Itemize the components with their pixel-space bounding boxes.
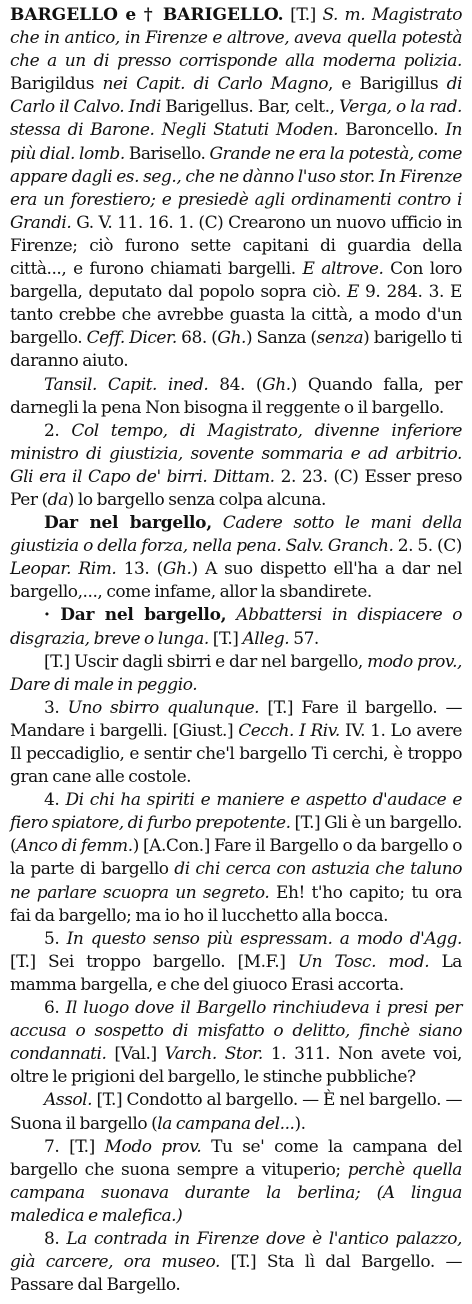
body-text: [T.] xyxy=(69,1136,105,1157)
body-text: [T.] Sta lì dal Bargello. — Passare dal Bargello. xyxy=(10,1252,463,1296)
entry-paragraph-p13 xyxy=(10,1228,462,1297)
entry-paragraph-p6 xyxy=(10,651,462,697)
italic-text: Abbattersi in dispiacere o disgrazia, breve o lunga. xyxy=(10,605,462,649)
italic-text: La contrada in Firenze dove è l'antico palazzo, già carcere, ora museo. xyxy=(10,1228,463,1273)
italic-text: perchè quella campana suonava durante la berlina; (A lingua maledica e malefica.) xyxy=(10,1159,462,1226)
entry-paragraph-p10 xyxy=(10,997,462,1089)
italic-text: Un Tosc. mod. xyxy=(297,951,430,972)
body-text: ). xyxy=(294,1113,306,1134)
italic-text: la campana del... xyxy=(157,1113,295,1134)
body-text: 9. 284. 3. E tanto crebbe che avrebbe guasta la città, a modo d'un bargello. xyxy=(10,282,462,349)
body-text: [T.] Uscir dagli sbirri e dar nel bargello, xyxy=(44,651,368,672)
italic-text: Assol. xyxy=(44,1090,93,1111)
italic-text: da xyxy=(47,489,68,510)
body-text: 8. xyxy=(44,1228,67,1249)
italic-text: In più dial. lomb. xyxy=(10,120,462,164)
body-text: 57. xyxy=(289,628,319,649)
entry-paragraph-p12 xyxy=(10,1136,462,1228)
body-text: ) [A.Con.] Fare il Bargello o da bargello o la parte di bargello xyxy=(10,836,462,880)
body-text: 2. 23. (C) Esser preso Per ( xyxy=(10,466,462,510)
entry-headword: BARGELLO e † BARIGELLO. xyxy=(10,5,284,25)
body-text: [Val.] xyxy=(106,1044,165,1065)
phrase-heading: Dar nel bargello, xyxy=(44,513,212,534)
italic-text: di Carlo il Calvo. Indi xyxy=(10,74,462,118)
body-text: Baroncello. xyxy=(338,120,446,141)
italic-text: In questo senso più espressam. a modo d'Agg. xyxy=(66,928,463,949)
body-text: ) Quando falla, per darnegli la pena Non bisogna il reggente o il bargello. xyxy=(10,374,463,418)
italic-text: Cecch. I Riv. xyxy=(238,720,340,741)
body-text: 2. xyxy=(44,420,72,441)
body-text: 5. xyxy=(44,928,67,949)
body-text: G. V. 11. 16. 1. (C) Crearono un nuovo ufficio in Firenze; ciò furono sette capitani di guardia della città..., e furono chiamati bargelli. xyxy=(10,212,462,280)
italic-text: Anco di femm. xyxy=(16,836,133,857)
body-text: Barigildus xyxy=(10,74,103,95)
italic-text: Col tempo, di Magistrato, divenne inferiore ministro di giustizia, sovente sommaria e ad arbitrio. Gli era il Capo de' birri. Dittam. xyxy=(10,420,463,487)
body-text: Eh! t'ho capito; tu ora fai da bargello; ma io ho il lucchetto alla bocca. xyxy=(10,882,462,926)
body-text: 4. xyxy=(44,790,66,811)
italic-text: Uno sbirro qualunque. xyxy=(67,697,260,718)
body-text: IV. 1. Lo avere Il peccadiglio, e sentir che'l bargello Ti cerchi, è troppo gran cane alle costole. xyxy=(10,720,462,788)
italic-text: E xyxy=(346,282,359,303)
body-text: 2. 5. (C) xyxy=(393,536,462,557)
italic-text: Di chi ha spiriti e maniere e aspetto d'audace e fiero spiatore, di furbo prepotente. xyxy=(10,790,462,834)
italic-text: nei Capit. di Carlo Magno xyxy=(102,74,328,95)
body-text: 7. xyxy=(44,1136,70,1157)
body-text: Tu se' come la campana del bargello che suona sempre a vituperio; xyxy=(10,1136,462,1180)
italic-text: Grande ne era la potestà, come appare dagli es. seg., che ne dànno l'uso stor. In Firenze era un forestiero; e presiedè agli ordinamenti contro i Grandi. xyxy=(10,143,462,233)
entry-paragraph-p8 xyxy=(10,789,462,928)
body-text: 6. xyxy=(44,998,66,1019)
italic-text: Alleg. xyxy=(242,628,290,649)
italic-text: Cadere sotto le mani della giustizia o della forza, nella pena. Salv. Granch. xyxy=(10,513,462,557)
italic-text: Tansil. Capit. ined. xyxy=(44,374,209,395)
italic-text: E altrove. xyxy=(302,259,384,280)
body-text: [T.] Sei troppo bargello. [M.F.] xyxy=(10,951,298,972)
body-text: Con loro bargella, deputato dal popolo sopra ciò. xyxy=(10,259,463,303)
entry-paragraph-p1 xyxy=(10,4,462,374)
body-text: [T.] Condotto al bargello. — È nel bargello. — Suona il bargello ( xyxy=(10,1090,462,1134)
entry-paragraph-p11 xyxy=(10,1089,462,1135)
body-text: Barigellus. Bar, celt., xyxy=(160,97,339,118)
entry-paragraph-p4 xyxy=(10,512,462,604)
italic-text: Verga, o la rad. stessa di Barone. Negli Statuti Moden. xyxy=(10,97,462,141)
italic-text: Il luogo dove il Bargello rinchiudeva i presi per accusa o sospetto di misfatto o delitto, finchè siano condannati. xyxy=(10,998,462,1065)
italic-text: S. m. Magistrato che in antico, in Firenze e altrove, aveva quella potestà che a un di presso corrisponde alla moderna polizia. xyxy=(10,5,462,72)
body-text: 84. ( xyxy=(208,374,263,395)
entry-paragraph-p9 xyxy=(10,928,462,997)
body-text: 68. ( xyxy=(176,328,218,349)
italic-text: di chi cerca con astuzia che taluno ne parlare scuopra un segreto. xyxy=(10,859,462,903)
body-text: ) lo bargello senza colpa alcuna. xyxy=(67,489,327,510)
body-text: [T.] Fare il bargello. — Mandare i bargelli. [Giust.] xyxy=(10,697,462,741)
italic-text: Ceff. Dicer. xyxy=(86,328,177,349)
body-text: Barisello. xyxy=(124,143,210,164)
entry-paragraph-p3 xyxy=(10,420,462,512)
dictionary-entry-bargello xyxy=(10,4,462,1297)
italic-text: modo prov., Dare di male in peggio. xyxy=(10,651,462,695)
phrase-heading: · Dar nel bargello, xyxy=(44,605,227,626)
italic-text: Gh. xyxy=(262,374,291,395)
body-text: 13. ( xyxy=(116,559,163,580)
body-text: [T.] Gli è un bargello. ( xyxy=(10,813,462,857)
body-text: ) Sanza ( xyxy=(245,328,317,349)
body-text: 1. 311. Non avete voi, oltre le prigioni del bargello, le stinche pubbliche? xyxy=(10,1044,463,1088)
italic-text: Varch. Stor. xyxy=(164,1044,263,1065)
italic-text: Gh. xyxy=(162,559,192,580)
body-text: [T.] xyxy=(283,5,323,25)
body-text: ) A suo dispetto ell'ha a dar nel bargello,..., come infame, allor la sbandirete. xyxy=(10,559,463,603)
entry-paragraph-p7 xyxy=(10,697,462,789)
body-text: La mamma bargella, e che del giuoco Erasi accorta. xyxy=(10,951,462,995)
italic-text: Leopar. Rim. xyxy=(10,559,117,580)
body-text: [T.] xyxy=(208,628,243,649)
italic-text: Modo prov. xyxy=(104,1136,202,1157)
entry-paragraph-p5 xyxy=(10,604,462,650)
entry-paragraph-p2 xyxy=(10,374,462,420)
body-text: , e Barigillus xyxy=(328,74,447,95)
italic-text: Gh. xyxy=(217,328,246,349)
italic-text: senza xyxy=(316,328,364,349)
body-text: ) barigello ti daranno aiuto. xyxy=(10,328,463,372)
body-text: 3. xyxy=(44,697,68,718)
